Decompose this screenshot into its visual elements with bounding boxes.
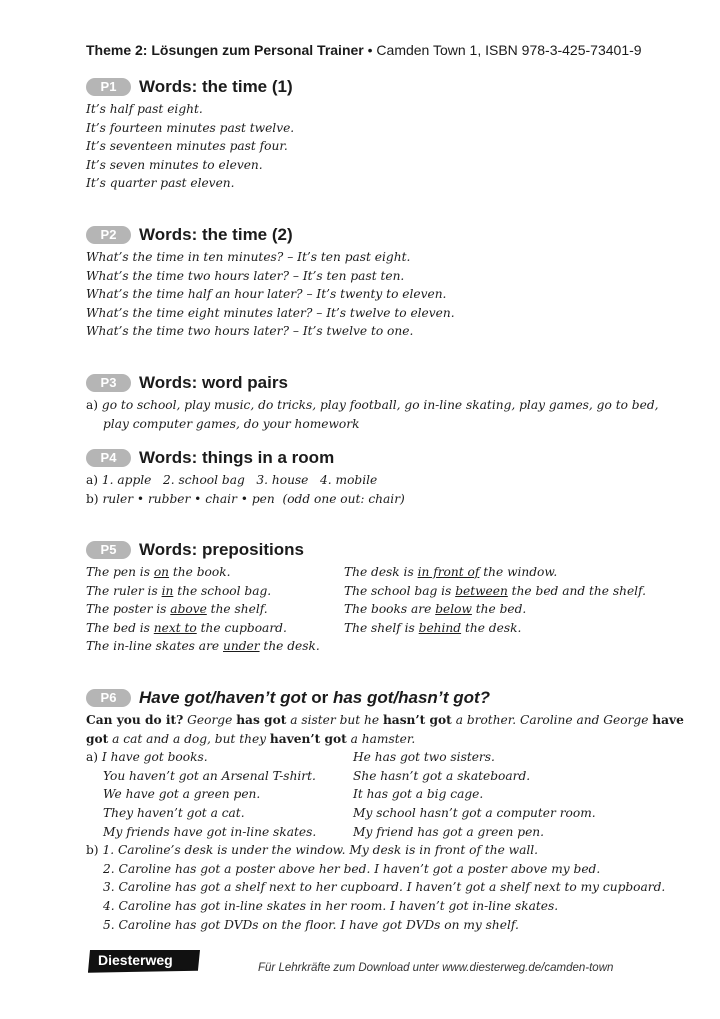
- section-badge: P3: [86, 374, 131, 392]
- answer-line: What’s the time eight minutes later? – It’s twelve to eleven.: [86, 305, 455, 320]
- left-column: [86, 748, 353, 841]
- answer-line: What’s the time two hours later? – It’s twelve to one.: [86, 324, 414, 339]
- item-label: a): [86, 473, 99, 487]
- footer-text: Für Lehrkräfte zum Download unter www.diesterweg.de/camden-town: [258, 962, 614, 974]
- section-title: Words: things in a room: [139, 448, 335, 467]
- answer-text: go to school, play music, do tricks, play football, go in-line skating, play games, go to bed,: [101, 398, 659, 412]
- preposition: in: [161, 583, 174, 598]
- answer-line: We have got a green pen.: [103, 787, 261, 802]
- answer-line: She hasn’t got a skateboard.: [353, 768, 531, 783]
- answer-line: It’s half past eight.: [86, 102, 203, 116]
- section-title: Have got/haven’t got or has got/hasn’t got?: [139, 688, 491, 707]
- answer-line: My friend has got a green pen.: [353, 824, 545, 839]
- section-p5: [86, 539, 646, 656]
- answer-text: 1. apple 2. school bag 3. house 4. mobile: [101, 473, 378, 487]
- preposition: on: [153, 565, 170, 579]
- answer-line: What’s the time in ten minutes? – It’s ten past eight.: [86, 250, 411, 264]
- preposition: behind: [418, 620, 462, 635]
- logo-shape: [86, 948, 202, 974]
- answer-line: The books are below the bed.: [343, 602, 527, 617]
- section-title: Words: word pairs: [139, 373, 288, 392]
- intro-line: Can you do it? George has got a sister but he hasn’t got a brother. Caroline and George have: [86, 713, 684, 727]
- header-book: Camden Town 1, ISBN 978-3-425-73401-9: [376, 42, 642, 58]
- answer-line: 3. Caroline has got a shelf next to her cupboard. I haven’t got a shelf next to my cupboard.: [103, 880, 666, 895]
- answer-line: The desk is in front of the window.: [343, 565, 558, 579]
- preposition: between: [455, 583, 508, 598]
- preposition: under: [223, 639, 260, 654]
- section-p1: [86, 76, 646, 193]
- section-title: Words: the time (2): [139, 225, 293, 244]
- section-p3: [86, 372, 659, 433]
- item-label: b): [86, 843, 99, 858]
- preposition: below: [435, 602, 472, 617]
- section-title: Words: the time (1): [139, 77, 293, 96]
- answer-line: The in-line skates are under the desk.: [86, 639, 320, 654]
- answer-line: It’s quarter past eleven.: [86, 176, 235, 191]
- answer-line: The shelf is behind the desk.: [343, 620, 522, 635]
- answer-line: What’s the time two hours later? – It’s ten past ten.: [86, 268, 405, 283]
- intro-line: got a cat and a dog, but they haven’t got a hamster.: [86, 731, 416, 746]
- item-label: a): [86, 750, 99, 765]
- answer-line: They haven’t got a cat.: [103, 805, 245, 820]
- page-header: [86, 42, 642, 58]
- answer-line: b) 1. Caroline’s desk is under the window. My desk is in front of the wall.: [86, 843, 539, 858]
- answer-line: The poster is above the shelf.: [86, 602, 268, 617]
- section-p4: [86, 447, 646, 508]
- right-column: [344, 563, 646, 656]
- preposition: in front of: [417, 565, 480, 579]
- answer-text: ruler • rubber • chair • pen (odd one out: chair): [102, 491, 405, 506]
- section-badge: P6: [86, 689, 131, 707]
- answer-line: It’s fourteen minutes past twelve.: [86, 120, 295, 135]
- logo-text: Diesterweg: [98, 952, 173, 968]
- section-p6: [86, 687, 686, 934]
- item-label: b): [86, 491, 99, 506]
- answer-line: [86, 396, 659, 415]
- answer-line: 2. Caroline has got a poster above her bed. I haven’t got a poster above my bed.: [103, 861, 601, 876]
- left-column: [86, 563, 344, 656]
- section-p2: [86, 224, 646, 341]
- right-column: [353, 748, 596, 841]
- answer-line: The school bag is between the bed and the shelf.: [343, 583, 646, 598]
- answer-line: He has got two sisters.: [353, 750, 495, 765]
- section-badge: P1: [86, 78, 131, 96]
- header-title: Theme 2: Lösungen zum Personal Trainer: [86, 42, 364, 58]
- answer-line: 5. Caroline has got DVDs on the floor. I have got DVDs on my shelf.: [103, 917, 519, 932]
- answer-line: It’s seventeen minutes past four.: [86, 139, 288, 154]
- item-label: a): [86, 398, 99, 412]
- answer-line: [86, 471, 646, 490]
- answer-line: 4. Caroline has got in-line skates in her room. I haven’t got in-line skates.: [103, 898, 559, 913]
- answer-line: The ruler is in the school bag.: [86, 583, 272, 598]
- answer-line: What’s the time half an hour later? – It’s twenty to eleven.: [86, 287, 447, 302]
- answer-line: a) I have got books.: [86, 750, 208, 765]
- answer-line: [86, 490, 646, 509]
- section-badge: P2: [86, 226, 131, 244]
- answer-line: My friends have got in-line skates.: [103, 824, 317, 839]
- section-badge: P5: [86, 541, 131, 559]
- section-title: Words: prepositions: [139, 540, 304, 559]
- answer-line: My school hasn’t got a computer room.: [353, 805, 596, 820]
- answer-line: The pen is on the book.: [86, 565, 231, 579]
- answer-line: play computer games, do your homework: [103, 416, 360, 431]
- answer-line: It has got a big cage.: [353, 787, 484, 802]
- header-bullet: •: [367, 42, 373, 58]
- answer-line: You haven’t got an Arsenal T-shirt.: [103, 768, 316, 783]
- publisher-logo: [86, 948, 198, 972]
- answer-line: The bed is next to the cupboard.: [86, 620, 287, 635]
- preposition: next to: [153, 620, 197, 635]
- section-badge: P4: [86, 449, 131, 467]
- preposition: above: [170, 602, 207, 617]
- answer-line: It’s seven minutes to eleven.: [86, 157, 263, 172]
